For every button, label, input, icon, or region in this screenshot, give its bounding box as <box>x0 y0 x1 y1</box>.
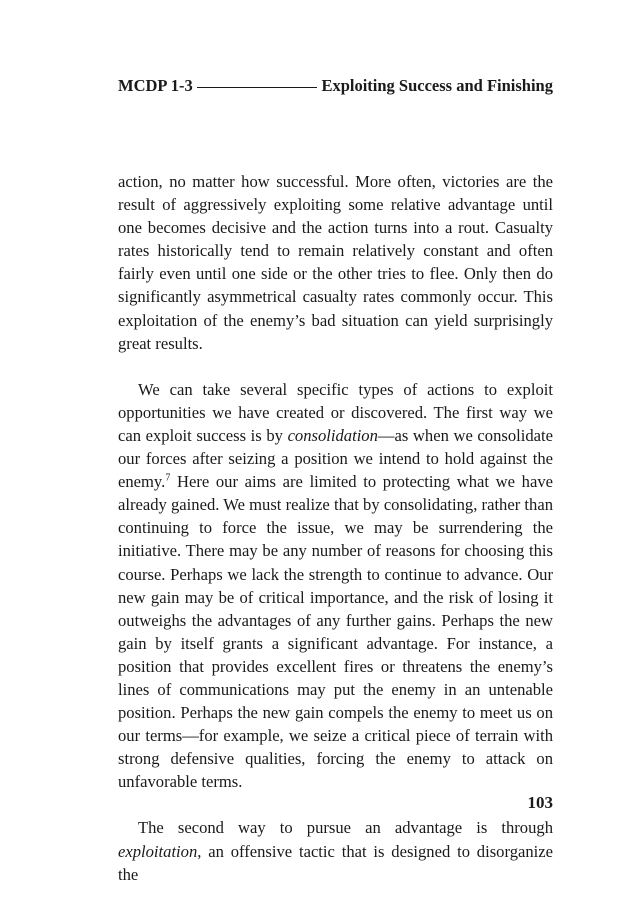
header-rule <box>197 87 318 88</box>
paragraph-3-text-a: The second way to pursue an advantage is through <box>138 818 553 838</box>
header-publication: MCDP 1-3 <box>118 76 193 95</box>
term-exploitation: exploitation <box>118 841 198 861</box>
term-consolidation: consolidation <box>287 425 378 445</box>
paragraph-2-text-c: Here our aims are limited to protecting what we have already gained. We must realize that by consolidating, rather than continuing to force the issue, we may be surrendering the initiative. There may be any number of reasons for choosing this course. Perhaps we lack the strength to continue to advance. Our new gain may be of critical importance, and the risk of losing it outweighs the advantages of any further gains. Perhaps the new gain by itself grants a significant advantage. For instance, a position that provides excellent fires or threatens the enemy’s lines of communications may put the enemy in an untenable position. Perhaps the new gain compels the enemy to meet us on our terms—for example, we seize a critical piece of terrain with strong defensive qualities, forcing the enemy to attack on unfavorable terms. <box>118 472 553 792</box>
footnote-marker: 7 <box>165 472 171 484</box>
paragraph-3-text-b: , an offensive tactic that is designed to disorganize the <box>118 841 553 884</box>
paragraph-2 <box>118 378 553 794</box>
header-chapter-title: Exploiting Success and Finishing <box>321 76 553 95</box>
paragraph-1: action, no matter how successful. More often, victories are the result of aggressively exploiting some relative advantage until one becomes decisive and the action turns into a rout. Casualty rates historically tend to remain relatively constant and often fairly even until one side or the other tries to flee. Only then do significantly asymmetrical casualty rates commonly occur. This exploitation of the enemy’s bad situation can yield surprisingly great results. <box>118 172 553 353</box>
paragraph-2-text-a: We can take several specific types of actions to exploit opportunities we have created or discovered. The first way we can exploit success is by <box>118 379 553 445</box>
running-header <box>118 74 553 98</box>
page-body <box>118 170 553 886</box>
paragraph-2-text-b: —as when we consolidate our forces after seizing a position we intend to hold against the enemy. <box>118 425 553 492</box>
paragraph-3 <box>118 816 553 885</box>
page-number: 103 <box>527 793 553 812</box>
